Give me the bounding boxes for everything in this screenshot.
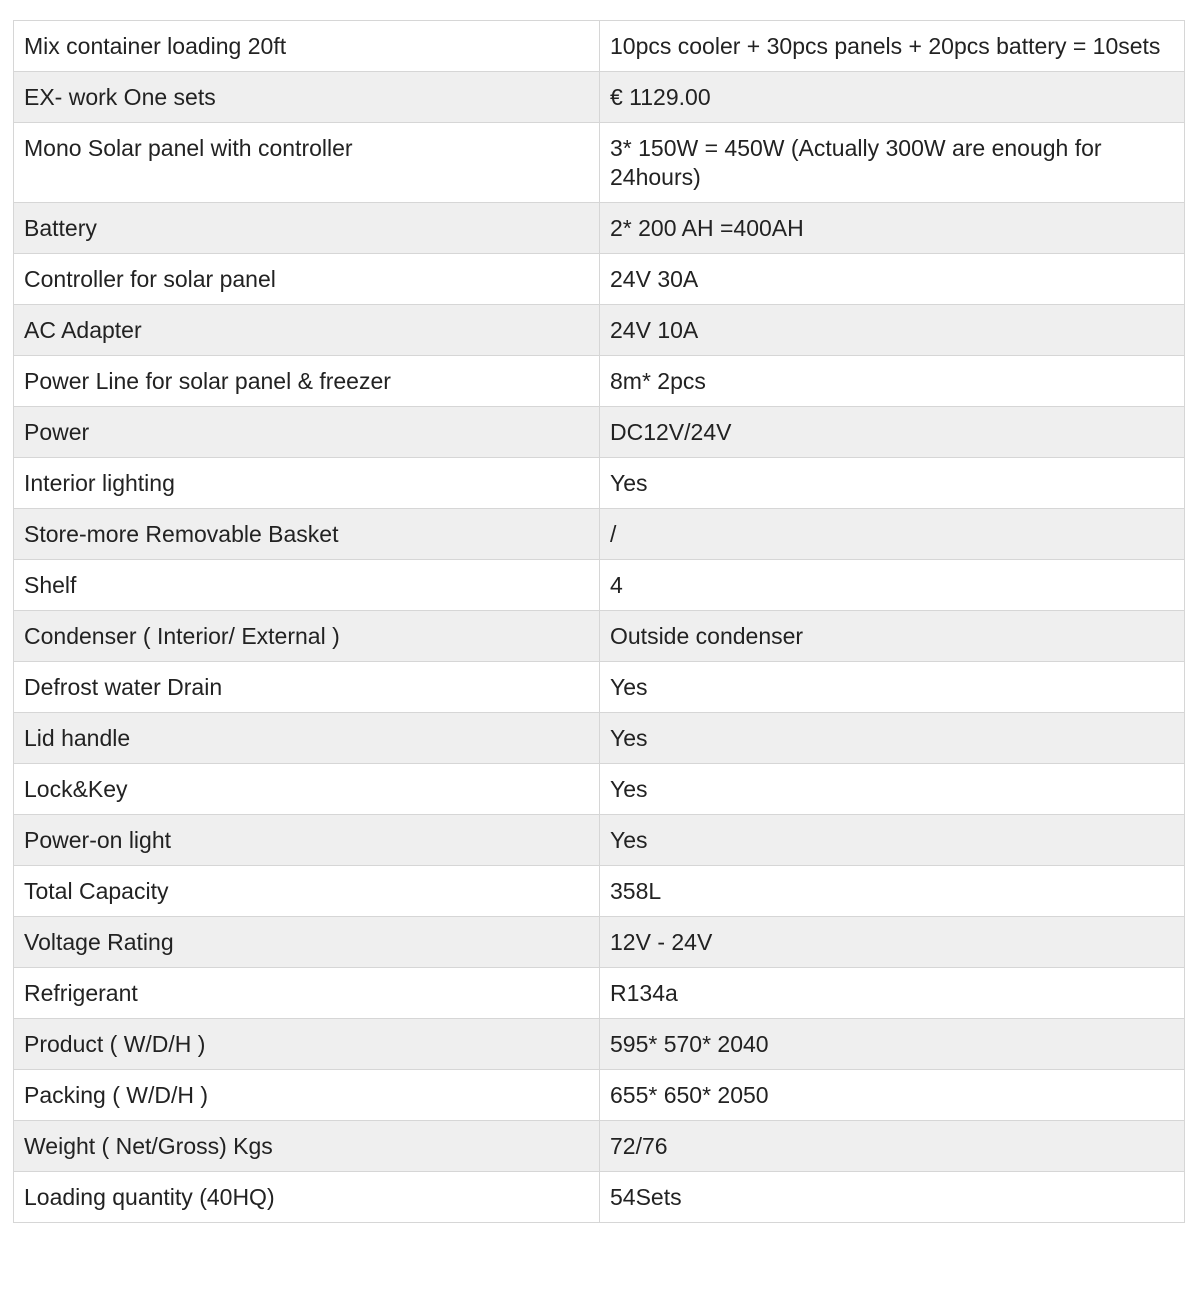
row-label: EX- work One sets — [14, 72, 600, 123]
row-value: 3* 150W = 450W (Actually 300W are enough for 24hours) — [600, 123, 1185, 203]
table-row — [14, 968, 1185, 1019]
row-value: 10pcs cooler + 30pcs panels + 20pcs battery = 10sets — [600, 21, 1185, 72]
table-row — [14, 305, 1185, 356]
row-value: 595* 570* 2040 — [600, 1019, 1185, 1070]
row-label: Power Line for solar panel & freezer — [14, 356, 600, 407]
table-row — [14, 764, 1185, 815]
spec-table — [13, 20, 1185, 1223]
row-value: Yes — [600, 458, 1185, 509]
table-row — [14, 611, 1185, 662]
row-label: Weight ( Net/Gross) Kgs — [14, 1121, 600, 1172]
table-row — [14, 662, 1185, 713]
table-row — [14, 1070, 1185, 1121]
row-label: Shelf — [14, 560, 600, 611]
row-value: 54Sets — [600, 1172, 1185, 1223]
row-value: Yes — [600, 662, 1185, 713]
table-row — [14, 1172, 1185, 1223]
row-label: Packing ( W/D/H ) — [14, 1070, 600, 1121]
row-value: DC12V/24V — [600, 407, 1185, 458]
row-label: AC Adapter — [14, 305, 600, 356]
table-row — [14, 407, 1185, 458]
row-label: Defrost water Drain — [14, 662, 600, 713]
spec-table-body — [14, 21, 1185, 1223]
row-value: 12V - 24V — [600, 917, 1185, 968]
row-label: Product ( W/D/H ) — [14, 1019, 600, 1070]
row-label: Refrigerant — [14, 968, 600, 1019]
row-label: Loading quantity (40HQ) — [14, 1172, 600, 1223]
row-label: Mono Solar panel with controller — [14, 123, 600, 203]
row-label: Interior lighting — [14, 458, 600, 509]
row-value: 655* 650* 2050 — [600, 1070, 1185, 1121]
row-label: Mix container loading 20ft — [14, 21, 600, 72]
table-row — [14, 356, 1185, 407]
row-value: Outside condenser — [600, 611, 1185, 662]
table-row — [14, 458, 1185, 509]
row-value: 4 — [600, 560, 1185, 611]
row-label: Condenser ( Interior/ External ) — [14, 611, 600, 662]
row-label: Controller for solar panel — [14, 254, 600, 305]
table-row — [14, 1121, 1185, 1172]
row-label: Lid handle — [14, 713, 600, 764]
row-value: Yes — [600, 713, 1185, 764]
row-label: Voltage Rating — [14, 917, 600, 968]
row-value: 24V 30A — [600, 254, 1185, 305]
table-row — [14, 560, 1185, 611]
row-value: Yes — [600, 764, 1185, 815]
table-row — [14, 917, 1185, 968]
row-value: 72/76 — [600, 1121, 1185, 1172]
table-row — [14, 203, 1185, 254]
table-row — [14, 713, 1185, 764]
table-row — [14, 866, 1185, 917]
table-row — [14, 815, 1185, 866]
table-row — [14, 21, 1185, 72]
table-row — [14, 72, 1185, 123]
row-value: 358L — [600, 866, 1185, 917]
row-value: Yes — [600, 815, 1185, 866]
table-row — [14, 509, 1185, 560]
row-label: Store-more Removable Basket — [14, 509, 600, 560]
row-value: 2* 200 AH =400AH — [600, 203, 1185, 254]
row-value: 8m* 2pcs — [600, 356, 1185, 407]
table-row — [14, 254, 1185, 305]
row-label: Total Capacity — [14, 866, 600, 917]
table-row — [14, 123, 1185, 203]
table-row — [14, 1019, 1185, 1070]
row-value: R134a — [600, 968, 1185, 1019]
row-value: € 1129.00 — [600, 72, 1185, 123]
row-label: Lock&Key — [14, 764, 600, 815]
row-value: / — [600, 509, 1185, 560]
row-label: Power-on light — [14, 815, 600, 866]
row-label: Battery — [14, 203, 600, 254]
row-value: 24V 10A — [600, 305, 1185, 356]
row-label: Power — [14, 407, 600, 458]
